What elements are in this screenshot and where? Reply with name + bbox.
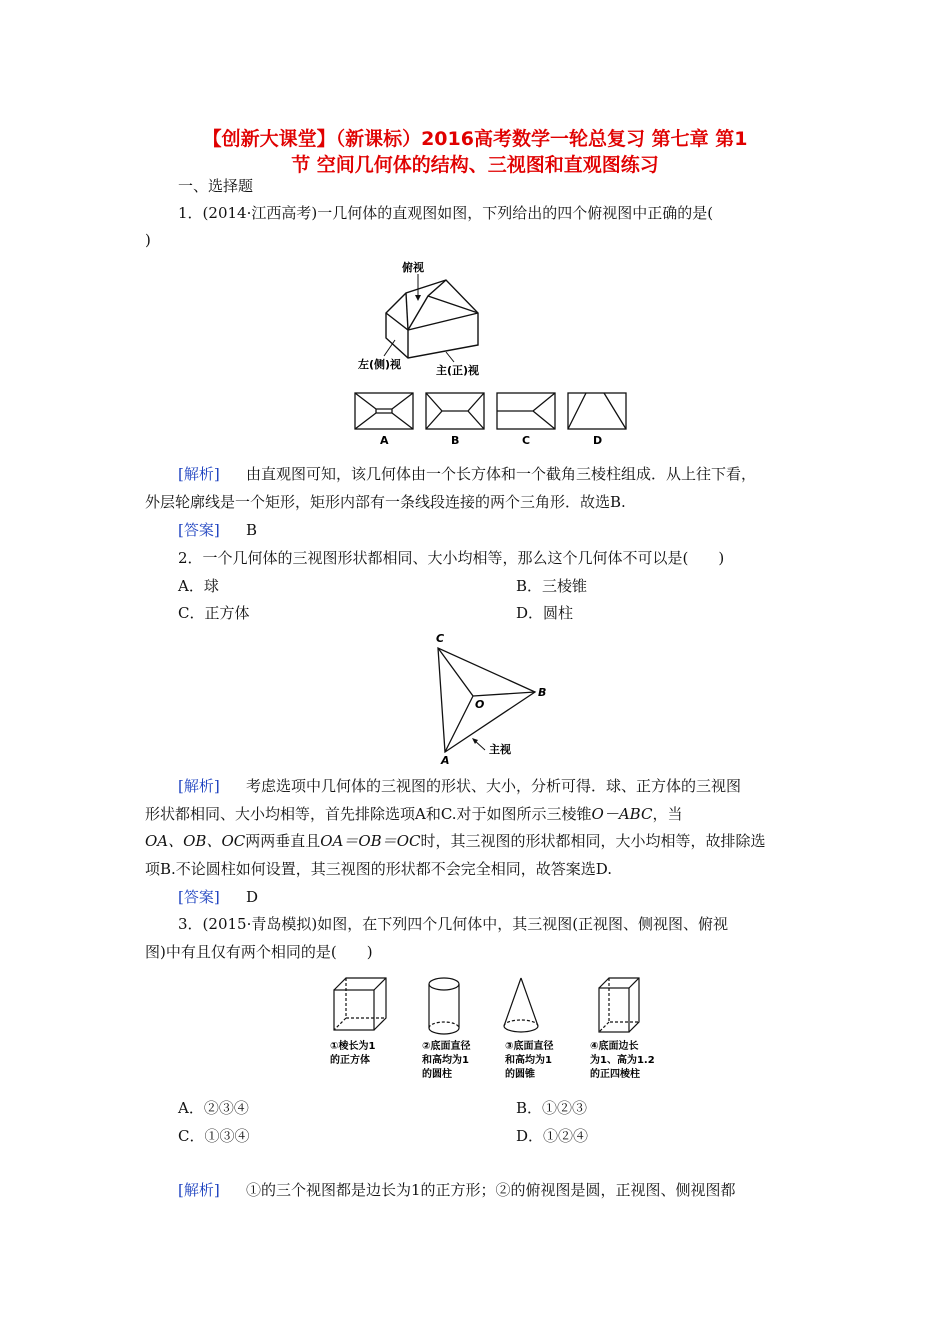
q2-vertex-c: C — [436, 632, 445, 645]
q3-caption-3-line1: ③底面直径 — [505, 1041, 554, 1052]
q1-text-close: ) — [145, 231, 151, 249]
q2-analysis-line2 — [145, 804, 682, 824]
q2-analysis-line2-math: O－ABC — [591, 805, 653, 823]
q3-text-line1: 3．(2015·青岛模拟)如图，在下列四个几何体中，其三视图(正视图、侧视图、俯视 — [178, 915, 729, 933]
q3-caption-4-line1: ④底面边长 — [590, 1041, 639, 1052]
q2-option-b: B．三棱锥 — [516, 577, 588, 595]
q2-analysis-line4: 项B.不论圆柱如何设置，其三视图的形状都不会完全相同，故答案选D. — [145, 860, 613, 878]
q2-analysis-line3 — [145, 831, 766, 851]
q3-analysis-line1: ①的三个视图都是边长为1的正方形；②的俯视图是圆，正视图、侧视图都 — [246, 1181, 736, 1199]
q3-text-line2: 图)中有且仅有两个相同的是( ) — [145, 943, 373, 961]
q1-label-front: 主(正)视 — [436, 364, 480, 377]
q1-solid-figure — [350, 258, 490, 378]
q1-answer: B — [246, 521, 258, 539]
q2-analysis-line1: 考虑选项中几何体的三视图的形状、大小，分析可得．球、正方体的三视图 — [246, 777, 742, 795]
q3-caption-3-line3: 的圆锥 — [505, 1069, 535, 1080]
q3-caption-2-line2: 和高均为1 — [422, 1055, 469, 1066]
q3-caption-1-line1: ①棱长为1 — [330, 1041, 376, 1052]
q2-answer-tag: [答案] — [178, 888, 220, 906]
q2-option-a: A．球 — [178, 577, 219, 595]
section-heading: 一、选择题 — [178, 177, 254, 195]
q1-answer-tag: [答案] — [178, 521, 220, 539]
document-title-line1: 【创新大课堂】（新课标）2016高考数学一轮总复习 第七章 第1 — [202, 128, 748, 150]
q1-analysis-tag: [解析] — [178, 465, 220, 483]
q2-analysis-line3-math1: OA、OB、OC — [145, 832, 246, 850]
q2-option-c: C．正方体 — [178, 604, 250, 622]
q2-option-d: D．圆柱 — [516, 604, 574, 622]
q2-label-main-view: 主视 — [489, 743, 511, 756]
q1-text: 1．(2014·江西高考)一几何体的直观图如图，下列给出的四个俯视图中正确的是( — [178, 204, 714, 222]
q1-analysis-line1: 由直观图可知，该几何体由一个长方体和一个截角三棱柱组成．从上往下看， — [246, 465, 757, 483]
q1-label-top: 俯视 — [402, 261, 424, 274]
q3-caption-4-line3: 的正四棱柱 — [590, 1069, 640, 1080]
q2-analysis-line3-math2: OA＝OB＝OC — [320, 832, 421, 850]
q2-analysis-line3-end: 时，其三视图的形状都相同，大小均相等，故排除选 — [420, 832, 766, 850]
q3-caption-2-line3: 的圆柱 — [422, 1069, 452, 1080]
q2-analysis-line2-text: 形状都相同、大小均相等，首先排除选项A和C.对于如图所示三棱锥 — [145, 805, 592, 823]
q1-option-a-label: A — [380, 434, 389, 447]
q2-analysis-line3-mid: 两两垂直且 — [245, 832, 321, 850]
q3-option-b: B．①②③ — [516, 1099, 588, 1117]
q2-analysis-line2-end: ，当 — [652, 805, 683, 823]
q3-caption-1-line2: 的正方体 — [330, 1055, 370, 1066]
q1-option-figures — [350, 388, 640, 448]
q2-pyramid-figure — [425, 628, 565, 768]
q2-analysis-tag: [解析] — [178, 777, 220, 795]
q3-option-c: C．①③④ — [178, 1127, 250, 1145]
q3-solids-figure — [326, 970, 676, 1090]
q2-text: 2．一个几何体的三视图形状都相同、大小均相等，那么这个几何体不可以是( ) — [178, 549, 725, 567]
q2-answer: D — [246, 888, 259, 906]
q3-option-a: A．②③④ — [178, 1099, 249, 1117]
q2-vertex-b: B — [538, 686, 547, 699]
q2-vertex-a: A — [441, 754, 450, 767]
q3-analysis-tag: [解析] — [178, 1181, 220, 1199]
q2-vertex-o: O — [475, 698, 485, 711]
q3-caption-4-line2: 为1、高为1.2 — [590, 1055, 655, 1066]
q1-option-d-label: D — [593, 434, 603, 447]
document-title-line2: 节 空间几何体的结构、三视图和直观图练习 — [291, 154, 659, 176]
q1-option-b-label: B — [451, 434, 460, 447]
q3-option-d: D．①②④ — [516, 1127, 589, 1145]
q1-label-left: 左(侧)视 — [358, 358, 402, 371]
q3-caption-3-line2: 和高均为1 — [505, 1055, 552, 1066]
q1-option-c-label: C — [522, 434, 531, 447]
q1-analysis-line2: 外层轮廓线是一个矩形，矩形内部有一条线段连接的两个三角形．故选B. — [145, 493, 626, 511]
q3-caption-2-line1: ②底面直径 — [422, 1041, 471, 1052]
